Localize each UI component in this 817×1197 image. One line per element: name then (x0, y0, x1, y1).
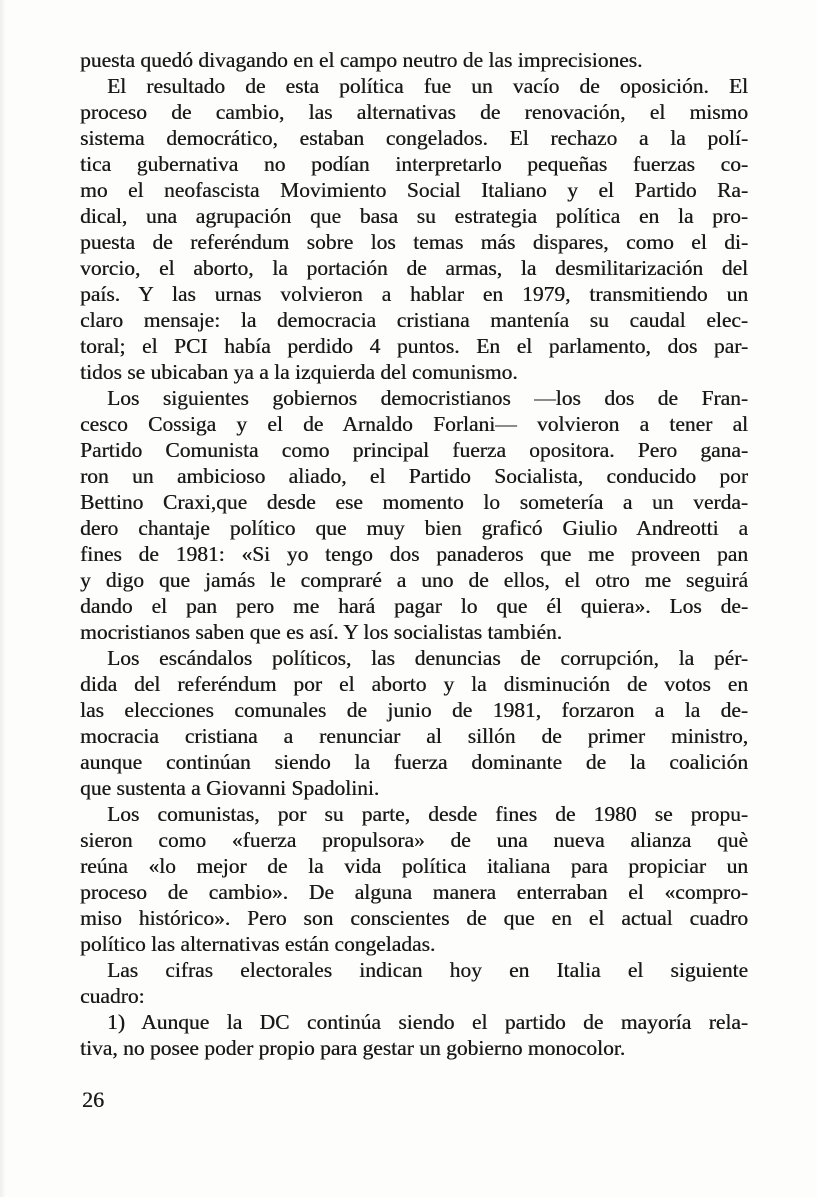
text-line: aunque continúan siendo la fuerza dominante de la coalición (80, 750, 748, 774)
text-line: mocristianos saben que es así. Y los socialistas también. (80, 620, 563, 644)
text-line: que sustenta a Giovanni Spadolini. (80, 776, 380, 800)
text-line: Las cifras electorales indican hoy en Italia el siguiente (107, 958, 748, 982)
text-line: y digo que jamás le compraré a uno de ellos, el otro me seguirá (80, 568, 748, 592)
text-line: país. Y las urnas volvieron a hablar en 1979, transmitiendo un (80, 282, 748, 306)
text-line: fines de 1981: «Si yo tengo dos panaderos que me proveen pan (80, 542, 748, 566)
text-line: mocracia cristiana a renunciar al sillón de primer ministro, (80, 724, 748, 748)
text-line: dando el pan pero me hará pagar lo que él quiera». Los de- (80, 594, 748, 618)
text-line: toral; el PCI había perdido 4 puntos. En el parlamento, dos par- (80, 334, 748, 358)
text-line: dero chantaje político que muy bien graficó Giulio Andreotti a (80, 516, 748, 540)
text-line: tica gubernativa no podían interpretarlo pequeñas fuerzas co- (80, 152, 748, 176)
text-line: Los siguientes gobiernos democristianos —los dos de Fran- (107, 386, 748, 410)
text-line: puesta de referéndum sobre los temas más dispares, como el di- (80, 230, 748, 254)
text-line: político las alternativas están congeladas. (80, 932, 436, 956)
text-line: mo el neofascista Movimiento Social Italiano y el Partido Ra- (80, 178, 748, 202)
text-line: las elecciones comunales de junio de 1981, forzaron a la de- (80, 698, 748, 722)
body-text (80, 47, 748, 1061)
text-line: puesta quedó divagando en el campo neutro de las imprecisiones. (80, 48, 643, 72)
text-line: dical, una agrupación que basa su estrategia política en la pro- (80, 204, 748, 228)
text-line: Partido Comunista como principal fuerza opositora. Pero gana- (80, 438, 748, 462)
text-line: cesco Cossiga y el de Arnaldo Forlani— volvieron a tener al (80, 412, 748, 436)
text-line: sieron como «fuerza propulsora» de una nueva alianza què (80, 828, 748, 852)
text-line: Los comunistas, por su parte, desde fines de 1980 se propu- (107, 802, 748, 826)
text-line: 1) Aunque la DC continúa siendo el partido de mayoría rela- (107, 1010, 748, 1034)
text-line: vorcio, el aborto, la portación de armas, la desmilitarización del (80, 256, 748, 280)
text-line: cuadro: (80, 984, 145, 1008)
text-line: proceso de cambio, las alternativas de renovación, el mismo (80, 100, 748, 124)
text-line: proceso de cambio». De alguna manera enterraban el «compro- (80, 880, 748, 904)
text-line: tiva, no posee poder propio para gestar un gobierno monocolor. (80, 1036, 626, 1060)
text-line: Bettino Craxi,que desde ese momento lo sometería a un verda- (80, 490, 748, 514)
text-line: El resultado de esta política fue un vacío de oposición. El (107, 74, 748, 98)
text-line: dida del referéndum por el aborto y la disminución de votos en (80, 672, 748, 696)
page-number: 26 (82, 1087, 104, 1112)
text-line: Los escándalos políticos, las denuncias de corrupción, la pér- (107, 646, 748, 670)
text-line: tidos se ubicaban ya a la izquierda del comunismo. (80, 360, 518, 384)
text-line: sistema democrático, estaban congelados. El rechazo a la polí- (80, 126, 748, 150)
text-line: reúna «lo mejor de la vida política italiana para propiciar un (80, 854, 748, 878)
text-line: claro mensaje: la democracia cristiana mantenía su caudal elec- (80, 308, 748, 332)
text-line: ron un ambicioso aliado, el Partido Socialista, conducido por (80, 464, 748, 488)
text-line: miso histórico». Pero son conscientes de que en el actual cuadro (80, 906, 748, 930)
